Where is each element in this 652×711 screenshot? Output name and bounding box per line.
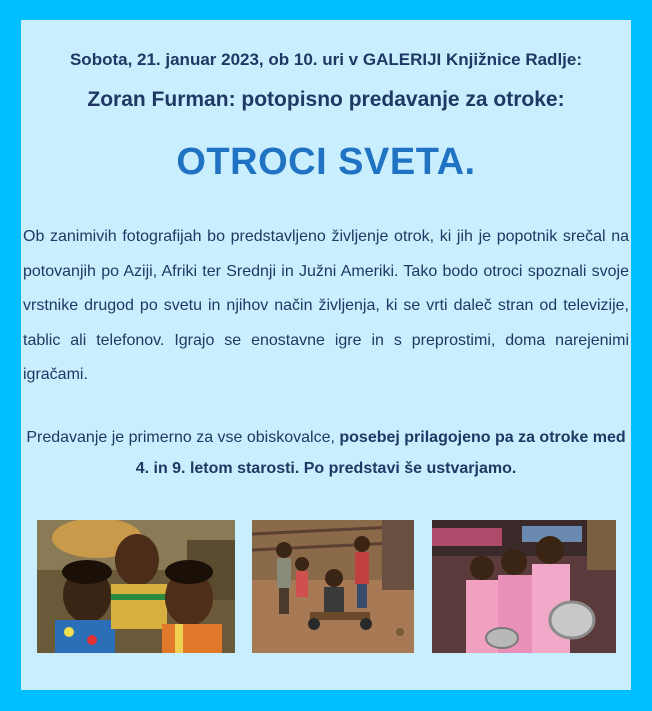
photo-african-children: [37, 520, 235, 653]
audience-note-normal: Predavanje je primerno za vse obiskovalce,: [26, 429, 340, 446]
event-info: Sobota, 21. januar 2023, ob 10. uri v GALERIJI Knjižnice Radlje:: [69, 50, 583, 69]
photo-children-at-market: [432, 520, 616, 653]
audience-note-bold: posebej prilagojeno pa za otroke med 4. in 9. letom starosti. Po predstavi še ustvarjamo.: [135, 429, 626, 477]
poster: [21, 20, 631, 690]
description-paragraph: Ob zanimivih fotografijah bo predstavljeno življenje otrok, ki jih je popotnik srečal na potovanjih po Aziji, Afriki ter Srednji in Južni Ameriki. Tako bodo otroci spoznali svoje vrstnike drugod po svetu in njihov način življenja, ki se vrti daleč stran od televizije, tablic ali telefonov. Igrajo se enostavne igre in s preprostimi, doma narejenimi igračami.: [23, 228, 629, 383]
poster-title: OTROCI SVETA.: [176, 141, 476, 183]
photo-children-with-toy-cart: [252, 520, 414, 653]
lecture-subtitle: Zoran Furman: potopisno predavanje za otroke:: [87, 88, 565, 111]
audience-note: [21, 422, 631, 484]
